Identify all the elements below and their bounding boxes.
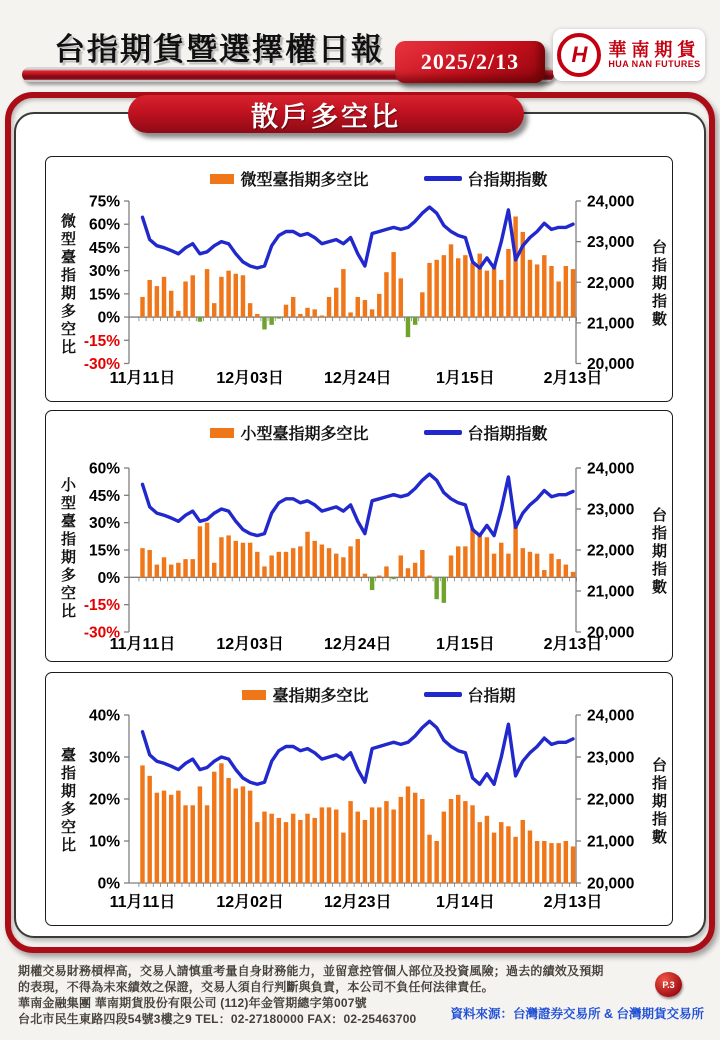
huanan-logo-icon: H <box>557 33 601 77</box>
chart-card-micro-futures <box>45 156 673 402</box>
bar-legend-swatch <box>210 428 234 438</box>
svg-text:-30%: -30% <box>83 356 120 373</box>
svg-text:21,000: 21,000 <box>587 315 635 333</box>
company-registration-line: 華南金融集團 華南期貨股份有限公司 (112)年金管期總字第007號 <box>18 996 367 1010</box>
svg-text:0%: 0% <box>97 875 120 893</box>
svg-text:22,000: 22,000 <box>587 791 635 809</box>
line-legend-label: 台指期 <box>467 688 516 705</box>
svg-text:30%: 30% <box>88 515 120 533</box>
svg-text:12月02日: 12月02日 <box>216 894 284 911</box>
bar-legend-swatch <box>242 690 266 700</box>
svg-text:40%: 40% <box>88 707 120 725</box>
svg-text:-15%: -15% <box>83 332 120 350</box>
logo-english-name: HUA NAN FUTURES <box>608 58 701 69</box>
svg-text:60%: 60% <box>88 460 120 478</box>
svg-text:10%: 10% <box>88 833 120 851</box>
svg-text:-15%: -15% <box>83 597 120 615</box>
line-legend-label: 台指期指數 <box>467 172 548 189</box>
svg-text:45%: 45% <box>88 239 120 257</box>
taiex-futures-chart <box>46 673 674 927</box>
section-banner <box>128 95 524 133</box>
svg-text:1月14日: 1月14日 <box>436 894 495 911</box>
chart-legend <box>106 683 652 706</box>
svg-text:20,000: 20,000 <box>587 875 635 893</box>
data-source-note: 資料來源：台灣證券交易所 & 台灣期貨交易所 <box>450 1007 704 1021</box>
svg-text:1月15日: 1月15日 <box>436 370 495 387</box>
company-logo <box>553 29 705 81</box>
address-contact-line: 台北市民生東路四段54號3樓之9 TEL：02-27180000 FAX：02-25463700 <box>18 1012 417 1026</box>
svg-text:24,000: 24,000 <box>587 460 635 478</box>
line-legend-swatch <box>424 176 462 181</box>
right-axis-title: 台指期指數 <box>650 239 667 329</box>
svg-text:2月13日: 2月13日 <box>543 894 603 911</box>
chart-card-taiex-futures <box>45 672 673 926</box>
svg-text:21,000: 21,000 <box>587 583 635 601</box>
svg-text:21,000: 21,000 <box>587 833 635 851</box>
svg-text:11月11日: 11月11日 <box>109 370 176 387</box>
svg-text:22,000: 22,000 <box>587 542 635 560</box>
svg-text:30%: 30% <box>88 263 120 281</box>
line-legend-swatch <box>424 692 462 697</box>
svg-text:30%: 30% <box>88 749 120 767</box>
svg-text:23,000: 23,000 <box>587 234 635 252</box>
left-axis-title: 小型臺指期多空比 <box>59 477 76 621</box>
svg-text:15%: 15% <box>88 286 120 304</box>
svg-text:11月11日: 11月11日 <box>109 636 176 653</box>
svg-text:23,000: 23,000 <box>587 501 635 519</box>
svg-text:12月03日: 12月03日 <box>216 370 284 387</box>
left-axis-title: 臺指期多空比 <box>59 747 76 855</box>
report-date-badge <box>395 41 545 83</box>
mini-futures-chart <box>46 411 674 663</box>
svg-text:12月03日: 12月03日 <box>216 636 284 653</box>
bar-legend-swatch <box>210 174 234 184</box>
svg-text:15%: 15% <box>88 542 120 560</box>
svg-text:0%: 0% <box>97 309 120 327</box>
svg-text:20,000: 20,000 <box>587 356 635 373</box>
svg-text:1月15日: 1月15日 <box>436 636 495 653</box>
section-banner-label: 散戶多空比 <box>251 101 401 132</box>
chart-legend <box>106 421 652 444</box>
svg-text:60%: 60% <box>88 216 120 234</box>
bar-legend-label: 小型臺指期多空比 <box>240 426 369 443</box>
page-number-badge: P.3 <box>655 972 682 997</box>
logo-chinese-name: 華南期貨 <box>608 39 701 60</box>
svg-text:2月13日: 2月13日 <box>543 370 603 387</box>
chart-card-mini-futures <box>45 410 673 662</box>
disclaimer-line-1: 期權交易財務槓桿高，交易人請慎重考量自身財務能力，並留意控管個人部位及投資風險；過去的績效及預期 <box>18 964 604 978</box>
svg-text:22,000: 22,000 <box>587 274 635 292</box>
svg-text:12月24日: 12月24日 <box>323 370 392 387</box>
svg-text:45%: 45% <box>88 487 120 505</box>
svg-text:23,000: 23,000 <box>587 749 635 767</box>
svg-text:11月11日: 11月11日 <box>109 894 176 911</box>
disclaimer-line-2: 的表現，不得為未來績效之保證，交易人須自行判斷與負責，本公司不負任何法律責任。 <box>18 980 494 994</box>
line-legend-swatch <box>424 430 462 435</box>
left-axis-title: 微型臺指期多空比 <box>59 213 76 357</box>
svg-text:2月13日: 2月13日 <box>543 636 603 653</box>
svg-text:24,000: 24,000 <box>587 707 635 725</box>
svg-text:12月24日: 12月24日 <box>323 636 392 653</box>
micro-futures-chart <box>46 157 674 403</box>
svg-text:0%: 0% <box>97 569 120 587</box>
svg-text:12月23日: 12月23日 <box>323 894 392 911</box>
report-date: 2025/2/13 <box>420 49 520 74</box>
svg-text:-30%: -30% <box>83 624 120 642</box>
line-legend-label: 台指期指數 <box>467 426 548 443</box>
page-title: 台指期貨暨選擇權日報 <box>54 32 384 67</box>
chart-legend <box>106 167 652 190</box>
svg-text:24,000: 24,000 <box>587 193 635 211</box>
svg-text:20%: 20% <box>88 791 120 809</box>
bar-legend-label: 微型臺指期多空比 <box>240 172 369 189</box>
right-axis-title: 台指期指數 <box>650 757 667 847</box>
svg-text:20,000: 20,000 <box>587 624 635 642</box>
svg-text:75%: 75% <box>88 193 120 211</box>
right-axis-title: 台指期指數 <box>650 507 667 597</box>
bar-legend-label: 臺指期多空比 <box>272 688 369 705</box>
